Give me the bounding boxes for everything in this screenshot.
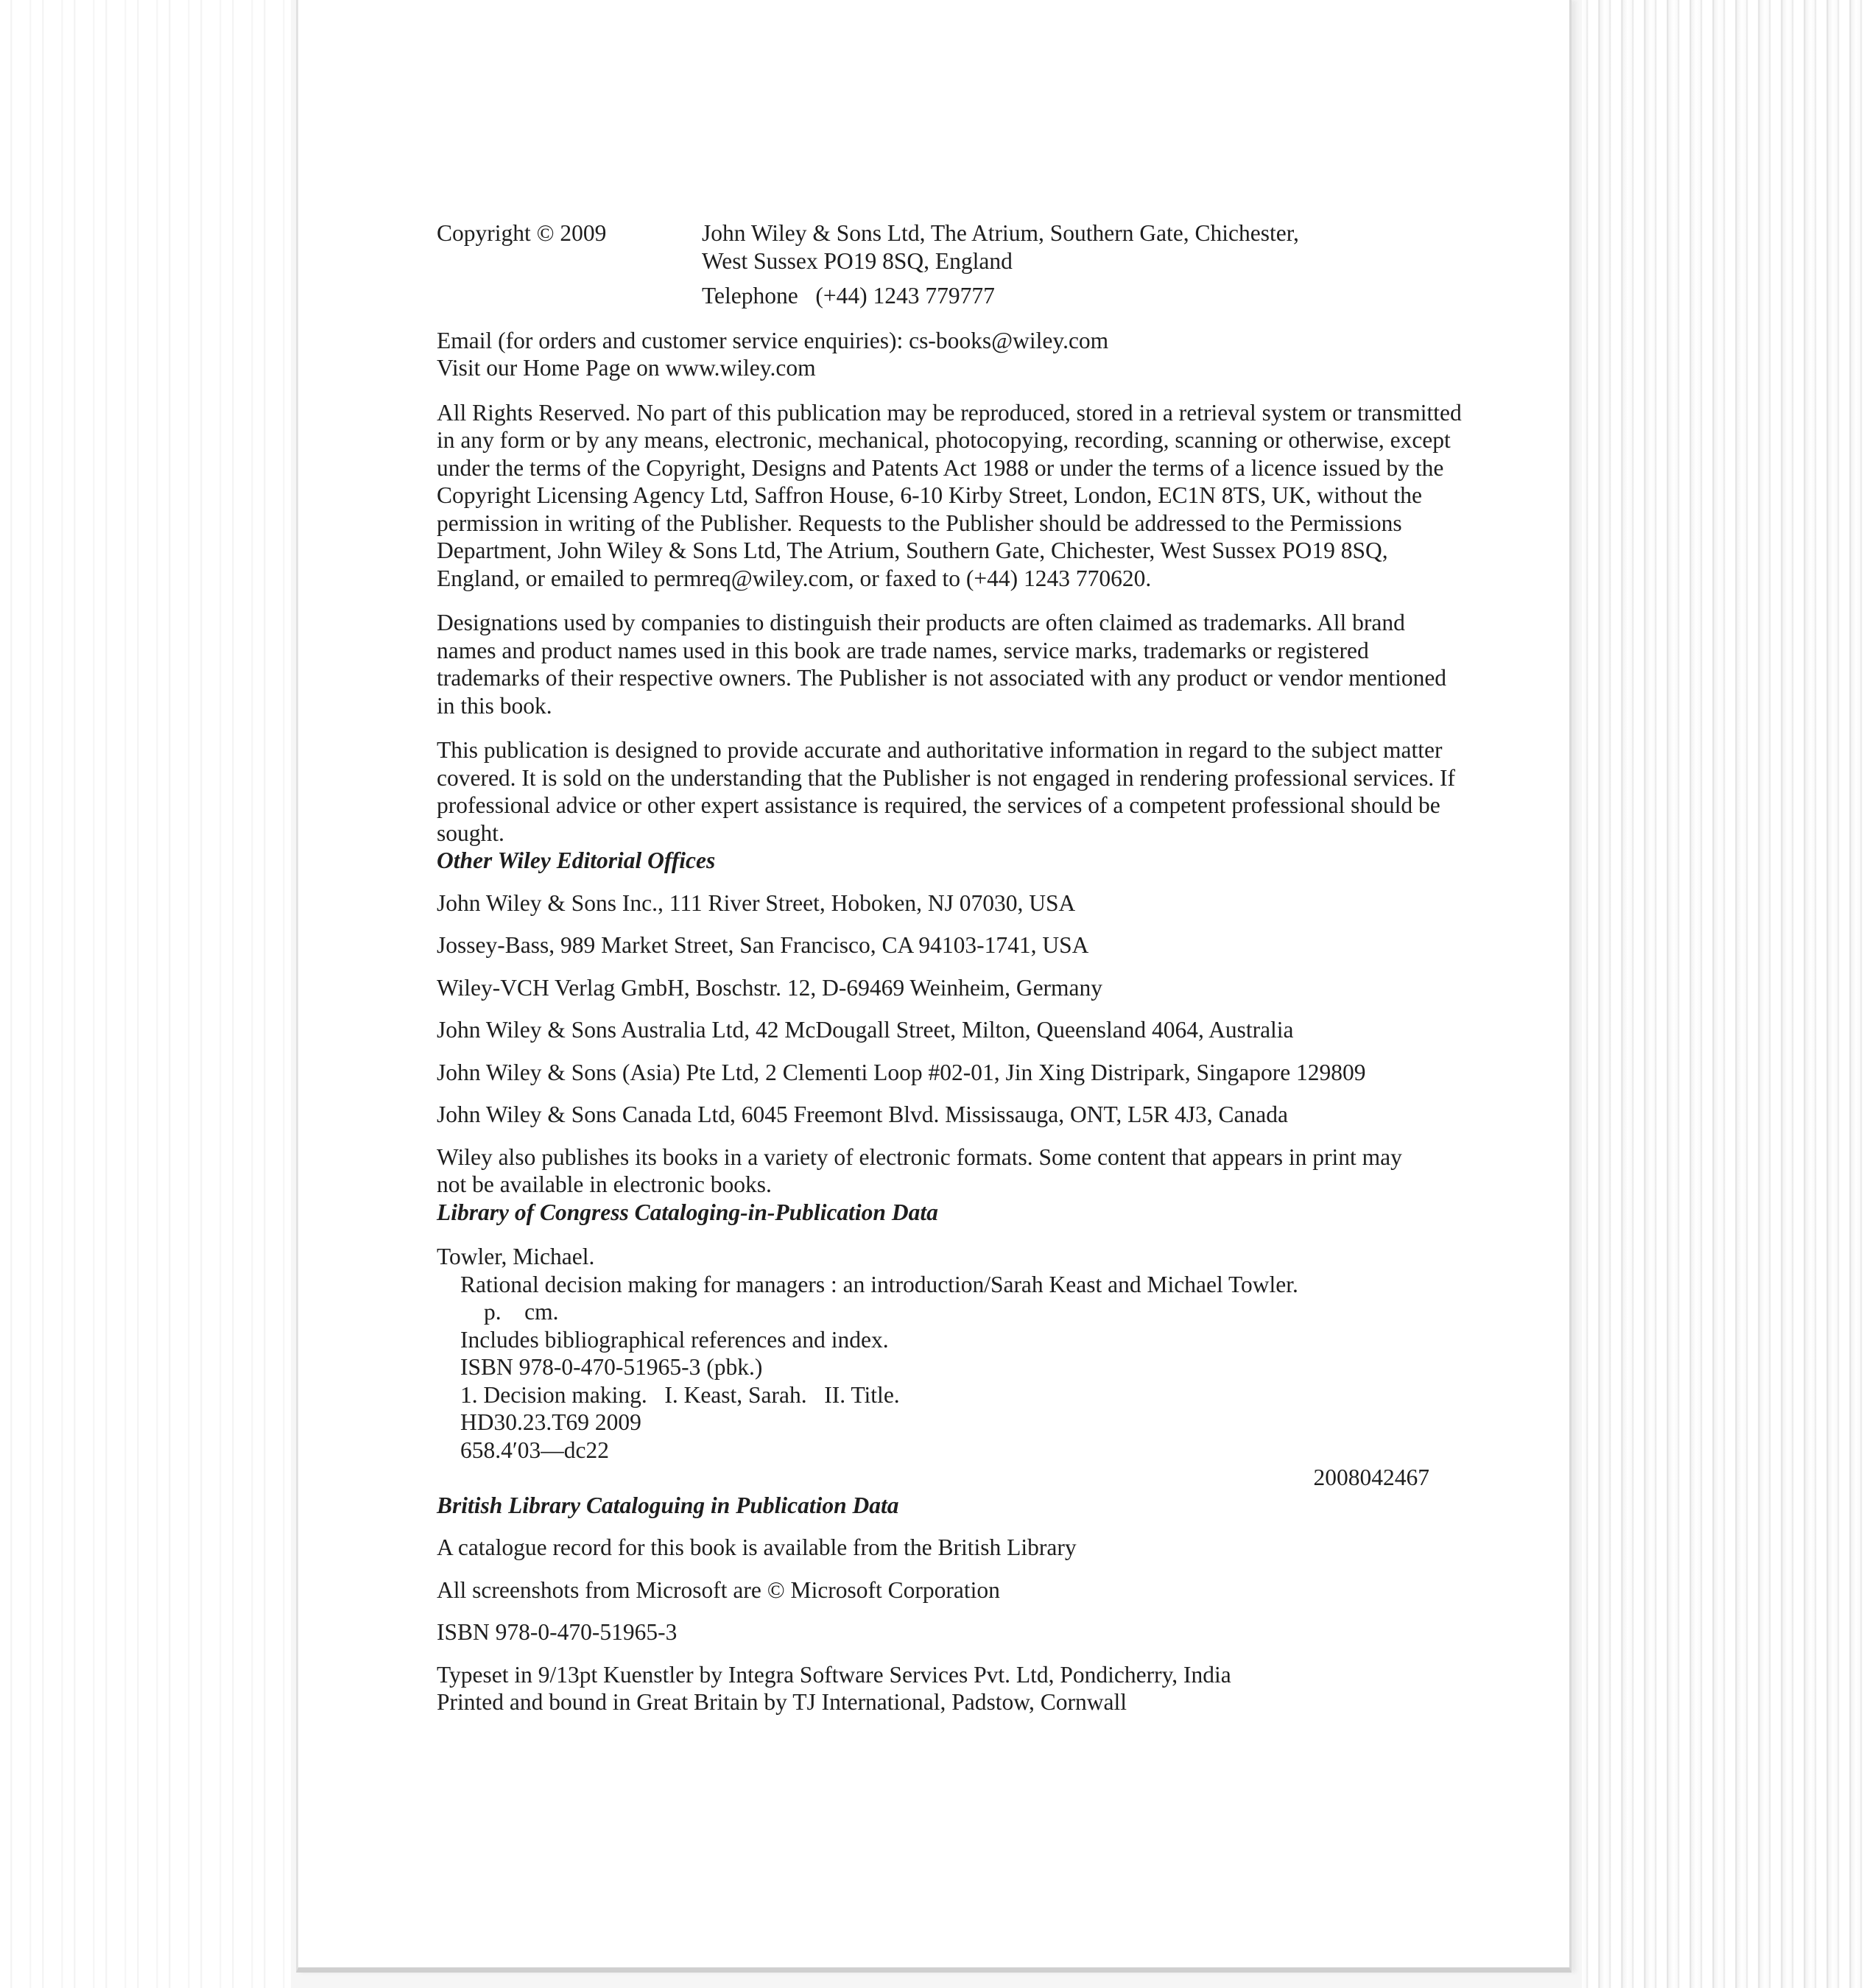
printed-line: Printed and bound in Great Britain by TJ International, Padstow, Cornwall xyxy=(437,1689,1127,1715)
typeset-line: Typeset in 9/13pt Kuenstler by Integra Software Services Pvt. Ltd, Pondicherry, India xyxy=(437,1661,1231,1688)
left-page-edges xyxy=(0,0,291,1988)
office-item: John Wiley & Sons Inc., 111 River Street, Hoboken, NJ 07030, USA xyxy=(437,889,1076,916)
loc-lcc: HD30.23.T69 2009 xyxy=(460,1409,641,1435)
email-line: Email (for orders and customer service enquiries): cs-books@wiley.com xyxy=(437,327,1109,353)
isbn: ISBN 978-0-470-51965-3 xyxy=(437,1619,678,1645)
loc-heading: Library of Congress Cataloging-in-Publication Data xyxy=(437,1199,938,1225)
office-item: Wiley-VCH Verlag GmbH, Boschstr. 12, D-69469 Weinheim, Germany xyxy=(437,974,1103,1001)
copyright-label: Copyright © 2009 xyxy=(437,220,607,246)
office-item: Jossey-Bass, 989 Market Street, San Francisco, CA 94103-1741, USA xyxy=(437,932,1089,958)
address-line-1: John Wiley & Sons Ltd, The Atrium, Southern Gate, Chichester, xyxy=(702,220,1299,246)
loc-includes: Includes bibliographical references and index. xyxy=(460,1326,889,1353)
office-item: John Wiley & Sons Canada Ltd, 6045 Freemont Blvd. Mississauga, ONT, L5R 4J3, Canada xyxy=(437,1101,1288,1127)
loc-control-number: 2008042467 xyxy=(1313,1464,1429,1490)
publisher-address xyxy=(702,219,1299,310)
loc-record xyxy=(437,1243,1464,1492)
loc-author: Towler, Michael. xyxy=(437,1244,595,1269)
bl-heading: British Library Cataloguing in Publication Data xyxy=(437,1492,899,1518)
loc-subjects: 1. Decision making. I. Keast, Sarah. II. Title. xyxy=(460,1381,900,1408)
disclaimer-paragraph: This publication is designed to provide accurate and authoritative information in regard to the subject matter covered. It is sold on the understanding that the Publisher is not engaged in rendering professional services. If professional advice or other expert assistance is required, the services of a competent professional should be sought. xyxy=(437,737,1456,846)
page-text xyxy=(437,219,1464,1716)
production-credits xyxy=(437,1661,1464,1716)
copyright-block xyxy=(437,219,1464,310)
screenshots-credit: All screenshots from Microsoft are © Microsoft Corporation xyxy=(437,1576,1000,1603)
loc-title: Rational decision making for managers : an introduction/Sarah Keast and Michael Towler. xyxy=(460,1271,1298,1297)
loc-ddc: 658.4′03—dc22 xyxy=(460,1437,609,1463)
electronic-formats-note: Wiley also publishes its books in a variety of electronic formats. Some content that appears in print may not be available in electronic books. xyxy=(437,1143,1402,1197)
offices-heading: Other Wiley Editorial Offices xyxy=(437,847,716,873)
loc-pages: p. cm. xyxy=(484,1299,559,1325)
contact-block xyxy=(437,327,1464,382)
rights-paragraph: All Rights Reserved. No part of this publication may be reproduced, stored in a retrieval system or transmitted in any form or by any means, electronic, mechanical, photocopying, recording, scanning or otherwise, except under the terms of the Copyright, Designs and Patents Act 1988 or under the terms of a licence issued by the Copyright Licensing Agency Ltd, Saffron House, 6-10 Kirby Street, London, EC1N 8TS, UK, without the permission in writing of the Publisher. Requests to the Publisher should be addressed to the Permissions Department, John Wiley & Sons Ltd, The Atrium, Southern Gate, Chichester, West Sussex PO19 8SQ, England, or emailed to permreq@wiley.com, or faxed to (+44) 1243 770620. xyxy=(437,399,1462,591)
office-item: John Wiley & Sons Australia Ltd, 42 McDougall Street, Milton, Queensland 4064, Australia xyxy=(437,1017,1294,1043)
telephone: Telephone (+44) 1243 779777 xyxy=(702,283,995,309)
office-item: John Wiley & Sons (Asia) Pte Ltd, 2 Clementi Loop #02-01, Jin Xing Distripark, Singapore 129809 xyxy=(437,1059,1366,1085)
loc-isbn: ISBN 978-0-470-51965-3 (pbk.) xyxy=(460,1354,763,1380)
right-page-edges xyxy=(1582,0,1872,1988)
address-line-2: West Sussex PO19 8SQ, England xyxy=(702,247,1013,274)
trademarks-paragraph: Designations used by companies to distinguish their products are often claimed as trademarks. All brand names and product names used in this book are trade names, service marks, trademarks or registered trademarks of their respective owners. The Publisher is not associated with any product or vendor mentioned in this book. xyxy=(437,610,1447,719)
bl-record: A catalogue record for this book is available from the British Library xyxy=(437,1534,1077,1560)
homepage-line: Visit our Home Page on www.wiley.com xyxy=(437,355,816,381)
copyright-page xyxy=(296,0,1572,1973)
